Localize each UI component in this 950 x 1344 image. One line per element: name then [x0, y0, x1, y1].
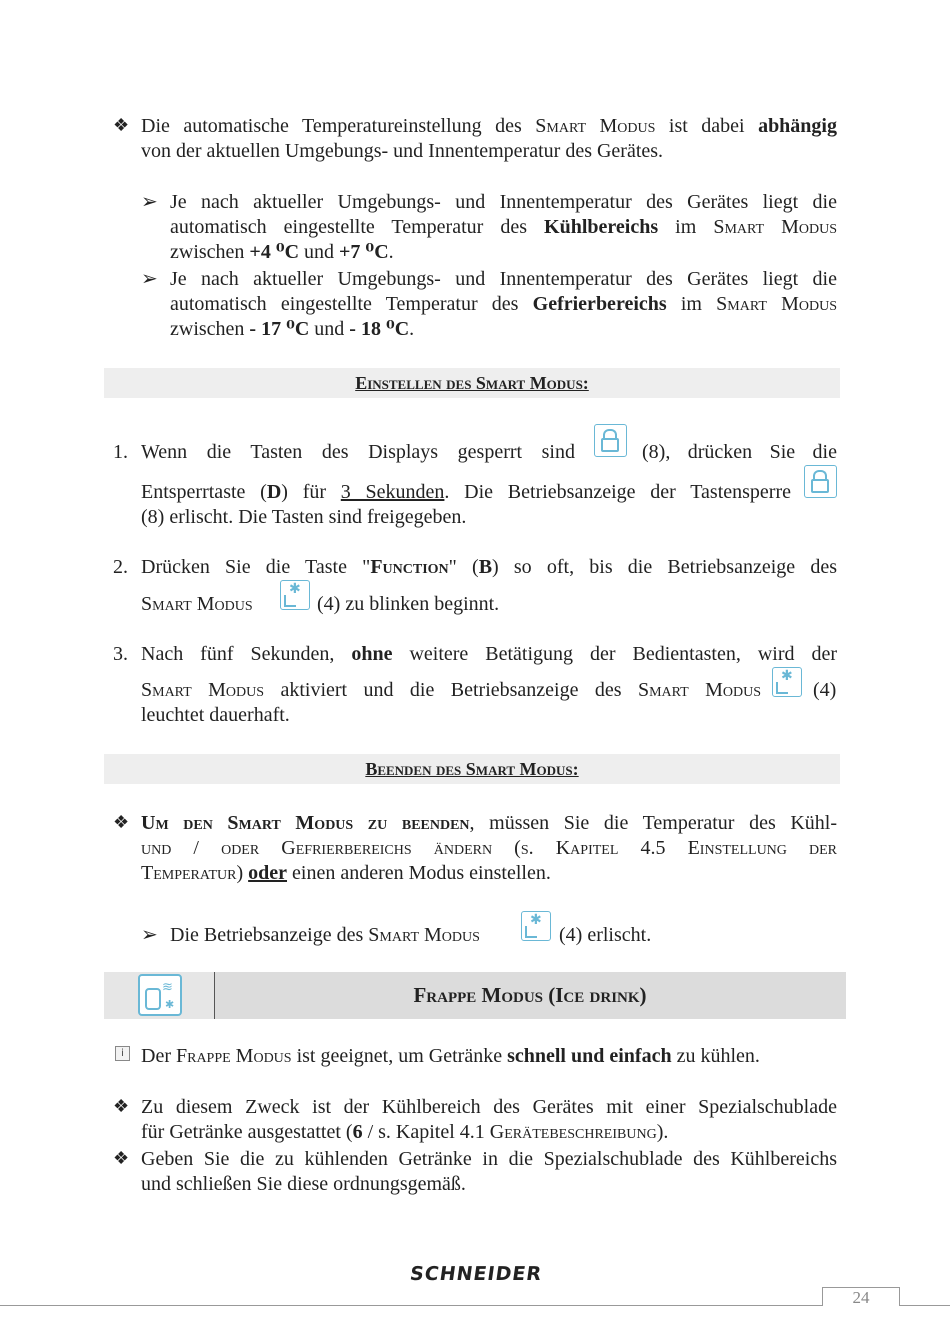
page-number: 24	[852, 1288, 870, 1307]
frappe-bullet-1: Zu diesem Zweck ist der Kühlbereich des Gerätes mit einer Spezialschublade für Getränke ausgestattet (6 / s. Kapitel 4.1 Gerätebeschreibung).	[141, 1096, 837, 1143]
frappe-heading: Frappe Modus (Ice drink)	[413, 983, 647, 1007]
end-paragraph: Um den Smart Modus zu beenden, müssen Sie die Temperatur des Kühl- und / oder Gefrierbereichs ändern (s. Kapitel 4.5 Einstellung der Temperatur) oder einen anderen Modus einstellen.	[141, 812, 837, 884]
step-number: 1.	[113, 441, 128, 463]
section-heading-beenden: Beenden des Smart Modus:	[104, 754, 840, 784]
diamond-bullet-icon: ❖	[113, 1148, 130, 1169]
frappe-bullet-2: Geben Sie die zu kühlenden Getränke in die Spezialschublade des Kühlbereichs und schließen Sie diese ordnungsgemäß.	[141, 1148, 837, 1195]
step3-line1: Nach fünf Sekunden, ohne weitere Betätigung der Bedientasten, wird der	[141, 643, 837, 665]
frappe-info-line: Der Frappe Modus ist geeignet, um Getränke schnell und einfach zu kühlen.	[141, 1045, 760, 1067]
lock-icon	[804, 465, 837, 498]
intro-paragraph: Die automatische Temperatureinstellung des Smart Modus ist dabei abhängig von der aktuellen Umgebungs- und Innentemperatur des Gerätes.	[141, 115, 837, 162]
arrow-bullet-icon: ➢	[141, 268, 158, 290]
step1-line1b: (8), drücken Sie die	[642, 441, 837, 463]
sub-item-cooling: Je nach aktueller Umgebungs- und Innentemperatur des Gerätes liegt die automatisch eingestellte Temperatur des Kühlbereichs im Smart Modus zwischen +4 ⁰C und +7 ⁰C.	[170, 191, 837, 263]
smart-mode-icon	[280, 580, 310, 610]
step2-line2b: (4) zu blinken beginnt.	[317, 593, 500, 615]
diamond-bullet-icon: ❖	[113, 1096, 130, 1117]
footer-rule-right	[900, 1305, 950, 1306]
step1-line3: (8) erlischt. Die Tasten sind freigegeben.	[141, 506, 467, 528]
brand-logo: SCHNEIDER	[408, 1263, 544, 1285]
sub-item-freezing: Je nach aktueller Umgebungs- und Innentemperatur des Gerätes liegt die automatisch eingestellte Temperatur des Gefrierbereichs im Smart Modus zwischen - 17 ⁰C und - 18 ⁰C.	[170, 268, 837, 340]
frappe-mode-icon: ≋ ✱	[138, 974, 182, 1016]
arrow-bullet-icon: ➢	[141, 191, 158, 213]
step2-line2: Smart Modus	[141, 593, 253, 615]
step3-line2: Smart Modus aktiviert und die Betriebsanzeige des Smart Modus	[141, 679, 761, 701]
step3-line3: leuchtet dauerhaft.	[141, 704, 290, 726]
arrow-bullet-icon: ➢	[141, 924, 158, 946]
frappe-icon-cell	[104, 972, 215, 1019]
end-sub-item-tail: (4) erlischt.	[559, 924, 652, 946]
frappe-header-bar	[104, 972, 846, 1019]
diamond-bullet-icon: ❖	[113, 812, 130, 833]
info-icon: i	[115, 1046, 130, 1061]
step1-line2: Entsperrtaste (D) für 3 Sekunden. Die Betriebsanzeige der Tastensperre	[141, 481, 791, 503]
end-sub-item: Die Betriebsanzeige des Smart Modus	[170, 924, 480, 946]
smart-mode-icon	[772, 667, 802, 697]
smart-mode-icon	[521, 911, 551, 941]
lock-icon	[594, 424, 627, 457]
step1-line1a: Wenn die Tasten des Displays gesperrt sind	[141, 441, 575, 463]
diamond-bullet-icon: ❖	[113, 115, 130, 136]
step-number: 2.	[113, 556, 128, 578]
step-number: 3.	[113, 643, 128, 665]
footer-rule-left	[0, 1305, 822, 1306]
step2-line1: Drücken Sie die Taste "Function" (B) so oft, bis die Betriebsanzeige des	[141, 556, 837, 578]
section-heading-einstellen: Einstellen des Smart Modus:	[104, 368, 840, 398]
step3-line2c: (4)	[813, 679, 837, 701]
